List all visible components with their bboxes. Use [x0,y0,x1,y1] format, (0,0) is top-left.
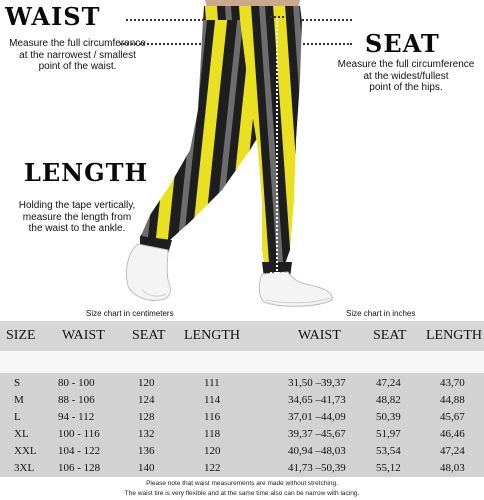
cell-waist-in: 31,50 –39,37 [288,377,346,389]
length-desc-line: Holding the tape vertically, [18,200,136,211]
cell-length-cm: 122 [204,462,221,474]
left-sneaker [126,244,170,300]
cell-waist-in: 41,73 –50,39 [288,462,346,474]
cell-seat-in: 47,24 [376,377,401,389]
length-guide-cap-top [270,16,284,18]
table-row [0,393,484,408]
cell-seat-cm: 124 [138,394,155,406]
cell-size: L [14,411,21,423]
cell-length-in: 46,46 [440,428,465,440]
cell-waist-cm: 94 - 112 [58,411,95,423]
cell-size: XXL [14,445,37,457]
length-guide-line [276,18,278,274]
inches-chart-title: Size chart in inches [346,309,416,318]
seat-title: SEAT [365,29,440,58]
cell-seat-in: 53,54 [376,445,401,457]
cell-length-cm: 114 [204,394,221,406]
note-line: The waist tire is very flexible and at the same time also can be narrow with lacing. [124,490,360,497]
cell-length-in: 43,70 [440,377,465,389]
cell-seat-cm: 132 [138,428,155,440]
waist-title: WAIST [5,2,101,31]
length-desc-line: measure the length from [22,211,132,223]
note-line: Please note that waist measurements are made without stretching. [146,480,338,487]
cell-length-cm: 111 [204,377,220,389]
waist-desc-line: point of the waist. [38,61,117,72]
col-header-seat-cm: SEAT [132,328,166,343]
cell-seat-cm: 128 [138,411,155,423]
cell-waist-cm: 106 - 128 [58,462,101,474]
col-header-size: SIZE [6,328,36,343]
cell-waist-in: 34,65 –41,73 [288,394,346,406]
cell-length-in: 48,03 [440,462,465,474]
col-header-length-in: LENGTH [426,328,482,343]
cell-length-cm: 116 [204,411,221,423]
col-header-length-cm: LENGTH [184,328,240,343]
cell-waist-cm: 104 - 122 [58,445,101,457]
waist-desc-line: at the narrowest / smallest [19,49,136,61]
cell-waist-cm: 80 - 100 [58,377,95,389]
col-header-waist-in: WAIST [298,328,341,343]
cell-seat-cm: 140 [138,462,155,474]
table-header [0,321,484,351]
table-row [0,410,484,425]
cell-length-in: 47,24 [440,445,465,457]
cell-size: 3XL [14,462,35,474]
cell-seat-cm: 120 [138,377,155,389]
cell-size: M [14,394,24,406]
cell-length-cm: 120 [204,445,221,457]
waistband [203,6,302,22]
cell-waist-in: 39,37 –45,67 [288,428,346,440]
table-row [0,461,484,476]
seat-desc-line: point of the hips. [369,82,443,93]
cell-waist-cm: 100 - 116 [58,428,100,440]
cell-seat-in: 50,39 [376,411,401,423]
cell-size: S [14,377,21,389]
cell-length-cm: 118 [204,428,221,440]
seat-desc-line: Measure the full circumference [337,59,475,70]
cm-chart-title: Size chart in centimeters [86,309,174,318]
length-desc-line: the waist to the ankle. [28,223,126,234]
cell-seat-in: 48,82 [376,394,401,406]
cell-seat-in: 55,12 [376,462,401,474]
table-row [0,376,484,391]
length-title: LENGTH [24,158,149,187]
col-header-seat-in: SEAT [373,328,407,343]
table-row [0,444,484,459]
table-row [0,427,484,442]
cell-size: XL [14,428,29,440]
cell-length-in: 44,88 [440,394,465,406]
seat-desc-line: at the widest/fullest [363,70,449,82]
cell-seat-cm: 136 [138,445,155,457]
cell-waist-in: 40,94 –48,03 [288,445,346,457]
cell-length-in: 45,67 [440,411,465,423]
cell-waist-in: 37,01 –44,09 [288,411,346,423]
col-header-waist-cm: WAIST [62,328,105,343]
waist-desc-line: Measure the full circumference [9,38,146,49]
cell-waist-cm: 88 - 106 [58,394,95,406]
cell-seat-in: 51,97 [376,428,401,440]
table-spacer-band [0,351,484,373]
length-guide-cap-bottom [270,272,284,274]
